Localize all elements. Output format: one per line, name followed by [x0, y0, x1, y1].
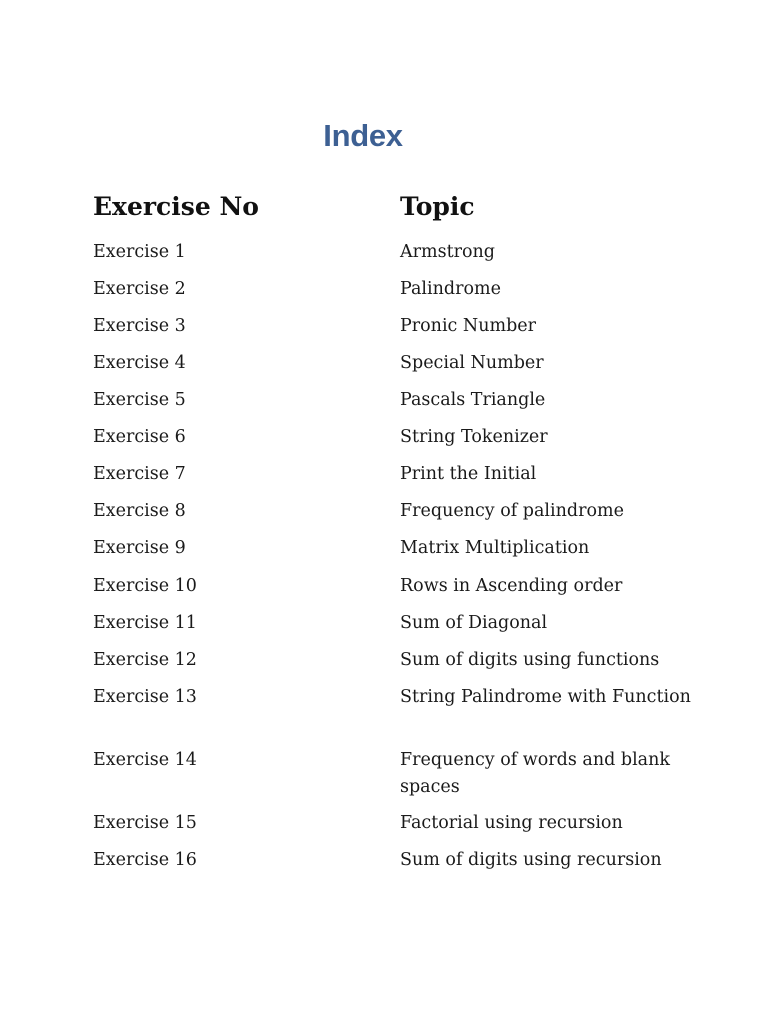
exercise-number: Exercise 11: [93, 613, 197, 633]
exercise-number: Exercise 8: [93, 501, 186, 521]
exercise-topic: Factorial using recursion: [400, 813, 623, 833]
exercise-topic: Frequency of words and blank spaces: [400, 750, 670, 797]
exercise-number: Exercise 12: [93, 650, 197, 670]
exercise-number: Exercise 6: [93, 427, 186, 447]
exercise-number: Exercise 1: [93, 242, 186, 262]
exercise-topic: Print the Initial: [400, 464, 537, 484]
exercise-number: Exercise 10: [93, 576, 197, 596]
exercise-topic: Frequency of palindrome: [400, 501, 624, 521]
exercise-number: Exercise 9: [93, 538, 186, 558]
exercise-number: Exercise 14: [93, 750, 197, 770]
page-title: Index: [323, 118, 403, 153]
exercise-number: Exercise 3: [93, 316, 186, 336]
exercise-number: Exercise 7: [93, 464, 186, 484]
exercise-topic: Rows in Ascending order: [400, 576, 623, 596]
exercise-topic: String Tokenizer: [400, 427, 548, 447]
exercise-number: Exercise 2: [93, 279, 186, 299]
exercise-number: Exercise 15: [93, 813, 197, 833]
exercise-topic: Sum of Diagonal: [400, 613, 548, 633]
exercise-number: Exercise 13: [93, 687, 197, 707]
header-exercise-no: Exercise No: [93, 192, 259, 221]
exercise-number: Exercise 5: [93, 390, 186, 410]
header-topic: Topic: [400, 192, 475, 221]
exercise-number: Exercise 4: [93, 353, 186, 373]
exercise-topic: Armstrong: [400, 242, 495, 262]
exercise-topic: Sum of digits using recursion: [400, 850, 662, 870]
exercise-topic: String Palindrome with Function: [400, 687, 691, 707]
exercise-topic: Pronic Number: [400, 316, 537, 336]
exercise-topic: Matrix Multiplication: [400, 538, 590, 558]
exercise-topic: Sum of digits using functions: [400, 650, 660, 670]
exercise-topic: Palindrome: [400, 279, 501, 299]
exercise-number: Exercise 16: [93, 850, 197, 870]
exercise-topic: Pascals Triangle: [400, 390, 546, 410]
exercise-topic: Special Number: [400, 353, 544, 373]
